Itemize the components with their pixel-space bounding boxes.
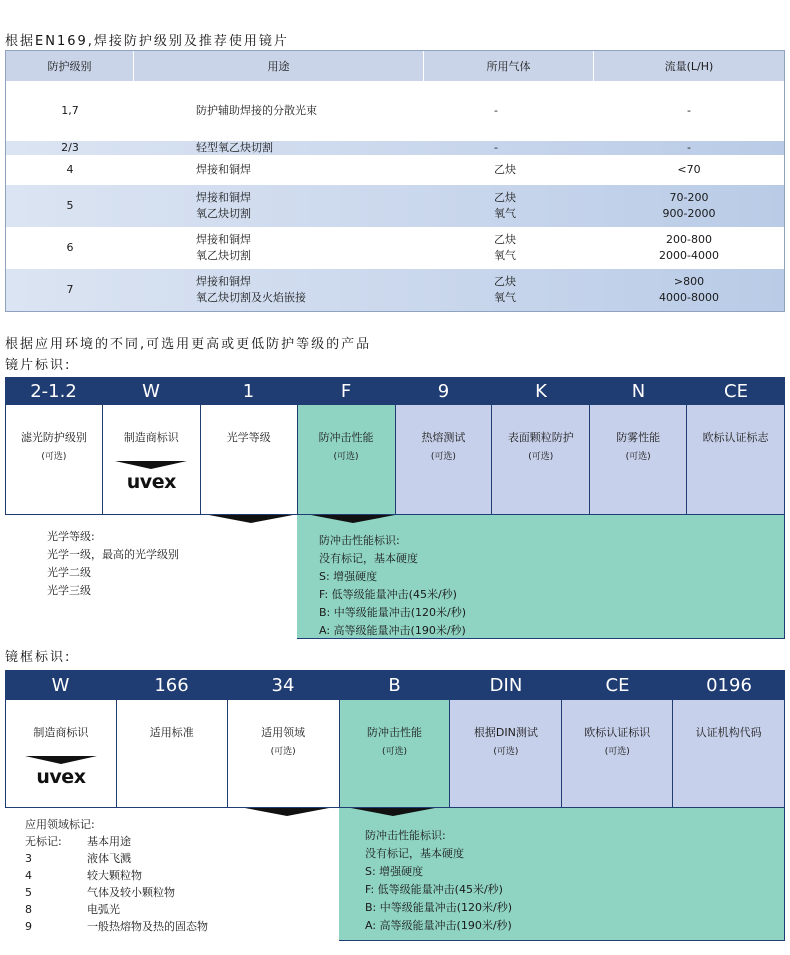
code-cell xyxy=(562,700,673,808)
field-row xyxy=(25,884,339,901)
uvex-logo xyxy=(25,756,97,788)
field-row xyxy=(25,850,339,867)
code-cell xyxy=(103,405,201,515)
field-code: 4 xyxy=(25,869,32,882)
impact_lines-line: B: 中等级能量冲击(120米/秒) xyxy=(365,901,513,914)
cell-label: 根据DIN测试 xyxy=(473,726,538,739)
code-3: B xyxy=(388,674,401,696)
section2-intro: 根据应用环境的不同,可选用更高或更低防护等级的产品 xyxy=(5,337,372,352)
cell-gas xyxy=(424,227,594,269)
cell-flow: >800 4000-8000 xyxy=(659,275,719,304)
cell-gas xyxy=(424,185,594,227)
cell-level: 6 xyxy=(66,241,74,254)
table-row xyxy=(6,155,784,185)
cell-label: 防冲击性能 xyxy=(367,726,422,739)
cell-gas-text: - xyxy=(494,104,498,117)
cell-label: 滤光防护级别 xyxy=(20,431,87,444)
welding-shade-table xyxy=(5,50,785,312)
lens-code-strip xyxy=(5,377,785,405)
cell-use: 焊接和铜焊 氧乙炔切割及火焰嵌接 xyxy=(196,275,306,304)
code-cell xyxy=(298,405,396,515)
cell-gas-text: - xyxy=(494,141,498,154)
cell-label: 防冲击性能 xyxy=(318,431,374,444)
cell-sub: (可选) xyxy=(381,747,408,757)
code-3: F xyxy=(340,380,352,402)
header-gas: 所用气体 xyxy=(424,51,594,81)
code-4: DIN xyxy=(489,674,523,696)
cell-gas xyxy=(424,81,594,141)
cell-level: 2/3 xyxy=(61,141,79,154)
field-box xyxy=(5,808,339,941)
cell-use: 防护辅助焊接的分散光束 xyxy=(196,104,317,117)
frame-code-cells xyxy=(5,700,785,808)
code-4: 9 xyxy=(437,380,450,402)
field-title: 应用领域标记: xyxy=(25,818,95,831)
field-desc: 电弧光 xyxy=(87,903,120,916)
impact_lines-line: F: 低等级能量冲击(45米/秒) xyxy=(319,588,457,601)
section1-title: 根据EN169,焊接防护级别及推荐使用镜片 xyxy=(5,34,289,49)
impact_lines-line: B: 中等级能量冲击(120米/秒) xyxy=(319,606,467,619)
code-0: 2-1.2 xyxy=(30,380,77,402)
logo-wordmark: uvex xyxy=(126,471,176,493)
cell-level: 1,7 xyxy=(61,104,79,117)
logo-triangle-icon xyxy=(115,461,187,469)
cell-sub: (可选) xyxy=(270,747,296,757)
cell-level: 5 xyxy=(66,199,74,212)
cell-label: 表面颗粒防护 xyxy=(507,431,574,444)
cell-flow: 70-200 900-2000 xyxy=(662,191,716,220)
header-use: 用途 xyxy=(134,51,424,81)
code-cell xyxy=(492,405,590,515)
cell-sub: (可选) xyxy=(493,747,519,757)
impact_lines-line: A: 高等级能量冲击(190米/秒) xyxy=(365,919,512,932)
cell-gas xyxy=(424,141,594,155)
code-cell xyxy=(673,700,785,808)
field-desc: 一般热熔物及热的固态物 xyxy=(87,920,208,933)
lens-code-cells xyxy=(5,405,785,515)
field-desc: 较大颗粒物 xyxy=(87,869,142,882)
code-cell xyxy=(228,700,340,808)
cell-label: 欧标认证标识 xyxy=(584,726,651,739)
cell-sub: (可选) xyxy=(430,452,456,462)
frame-impact-box xyxy=(339,808,785,941)
field-pointer-icon xyxy=(245,808,329,816)
cell-gas-text: 乙炔 氧气 xyxy=(494,233,516,262)
code-cell xyxy=(117,700,228,808)
frame-impact-pointer-icon xyxy=(351,808,435,816)
cell-label: 热熔测试 xyxy=(421,431,466,444)
logo-wordmark: uvex xyxy=(36,766,86,788)
code-cell xyxy=(6,405,103,515)
code-cell xyxy=(6,700,117,808)
optical_lines-line: 光学二级 xyxy=(47,566,91,579)
field-code: 8 xyxy=(25,903,32,916)
code-2: 1 xyxy=(242,380,255,402)
table-row xyxy=(6,269,784,311)
table-row xyxy=(6,185,784,227)
cell-sub: (可选) xyxy=(625,452,651,462)
code-0: W xyxy=(51,674,70,696)
code-6: N xyxy=(631,380,646,402)
cell-flow: - xyxy=(687,141,691,154)
impact-box xyxy=(297,515,785,639)
code-5: K xyxy=(535,380,547,402)
cell-gas-text: 乙炔 氧气 xyxy=(494,275,516,304)
impact-pointer-icon xyxy=(311,515,395,523)
code-cell xyxy=(201,405,298,515)
code-cell xyxy=(590,405,687,515)
field-desc: 基本用途 xyxy=(87,835,131,848)
table-row xyxy=(6,141,784,155)
impact_lines-line: S: 增强硬度 xyxy=(365,865,424,878)
field-row xyxy=(25,867,339,884)
code-7: CE xyxy=(724,380,748,402)
section2-title: 镜片标识: xyxy=(5,358,72,373)
field-desc: 气体及较小颗粒物 xyxy=(87,886,175,899)
field-desc: 液体飞溅 xyxy=(87,852,131,865)
cell-sub: (可选) xyxy=(333,452,359,462)
field-code: 9 xyxy=(25,920,32,933)
cell-label: 适用标准 xyxy=(149,726,194,739)
cell-label: 适用领域 xyxy=(261,726,306,739)
code-cell xyxy=(396,405,493,515)
cell-sub: (可选) xyxy=(604,747,630,757)
cell-gas-text: 乙炔 氧气 xyxy=(494,191,516,220)
code-2: 34 xyxy=(271,674,295,696)
lens-detail xyxy=(5,515,785,639)
field-code: 5 xyxy=(25,886,32,899)
field-code: 无标记: xyxy=(25,835,62,848)
cell-flow: <70 xyxy=(677,163,701,176)
impact_lines-line: 没有标记，基本硬度 xyxy=(319,552,418,565)
cell-gas xyxy=(424,155,594,185)
cell-level: 4 xyxy=(66,163,74,176)
code-5: CE xyxy=(605,674,630,696)
cell-level: 7 xyxy=(66,283,74,296)
cell-use: 焊接和铜焊 氧乙炔切割 xyxy=(196,191,251,220)
cell-flow: - xyxy=(687,104,691,117)
code-1: W xyxy=(142,380,160,402)
frame-code-strip xyxy=(5,670,785,700)
optical-pointer-icon xyxy=(209,515,293,523)
cell-use: 轻型氧乙炔切割 xyxy=(196,141,273,154)
optical_lines-line: 光学一级，最高的光学级别 xyxy=(47,548,179,561)
field-row xyxy=(25,918,339,935)
impact_lines-line: S: 增强硬度 xyxy=(319,570,378,583)
impact_lines-line: F: 低等级能量冲击(45米/秒) xyxy=(365,883,503,896)
cell-gas xyxy=(424,269,594,311)
header-flow: 流量(L/H) xyxy=(664,60,714,73)
cell-flow: 200-800 2000-4000 xyxy=(659,233,719,262)
cell-use: 焊接和铜焊 xyxy=(196,163,251,176)
impact_lines-line: 防冲击性能标识: xyxy=(365,829,446,842)
code-cell xyxy=(340,700,451,808)
cell-use: 焊接和铜焊 氧乙炔切割 xyxy=(196,233,251,262)
field-row xyxy=(25,833,339,850)
table-header xyxy=(6,51,784,81)
frame-detail xyxy=(5,808,785,941)
header-level: 防护级别 xyxy=(6,51,134,81)
uvex-logo xyxy=(115,461,187,493)
cell-sub: (可选) xyxy=(41,452,67,462)
cell-label: 光学等级 xyxy=(226,431,271,444)
optical-class-box xyxy=(5,515,297,639)
code-6: 0196 xyxy=(706,674,752,696)
cell-label: 制造商标识 xyxy=(33,726,89,739)
code-cell xyxy=(687,405,785,515)
cell-label: 认证机构代码 xyxy=(695,726,762,739)
code-1: 166 xyxy=(154,674,189,696)
optical_lines-line: 光学等级: xyxy=(47,530,95,543)
table-row xyxy=(6,81,784,141)
cell-sub: (可选) xyxy=(528,452,554,462)
code-cell xyxy=(450,700,562,808)
cell-label: 防雾性能 xyxy=(616,431,661,444)
logo-triangle-icon xyxy=(25,756,97,764)
section3-title: 镜框标识: xyxy=(5,650,72,665)
field-row xyxy=(25,901,339,918)
cell-gas-text: 乙炔 xyxy=(494,163,516,176)
optical_lines-line: 光学三级 xyxy=(47,584,91,597)
field-code: 3 xyxy=(25,852,32,865)
cell-label: 欧标认证标志 xyxy=(702,431,769,444)
impact_lines-line: A: 高等级能量冲击(190米/秒) xyxy=(319,624,466,637)
impact_lines-line: 防冲击性能标识: xyxy=(319,534,400,547)
cell-label: 制造商标识 xyxy=(123,431,179,444)
impact_lines-line: 没有标记，基本硬度 xyxy=(365,847,464,860)
table-row xyxy=(6,227,784,269)
